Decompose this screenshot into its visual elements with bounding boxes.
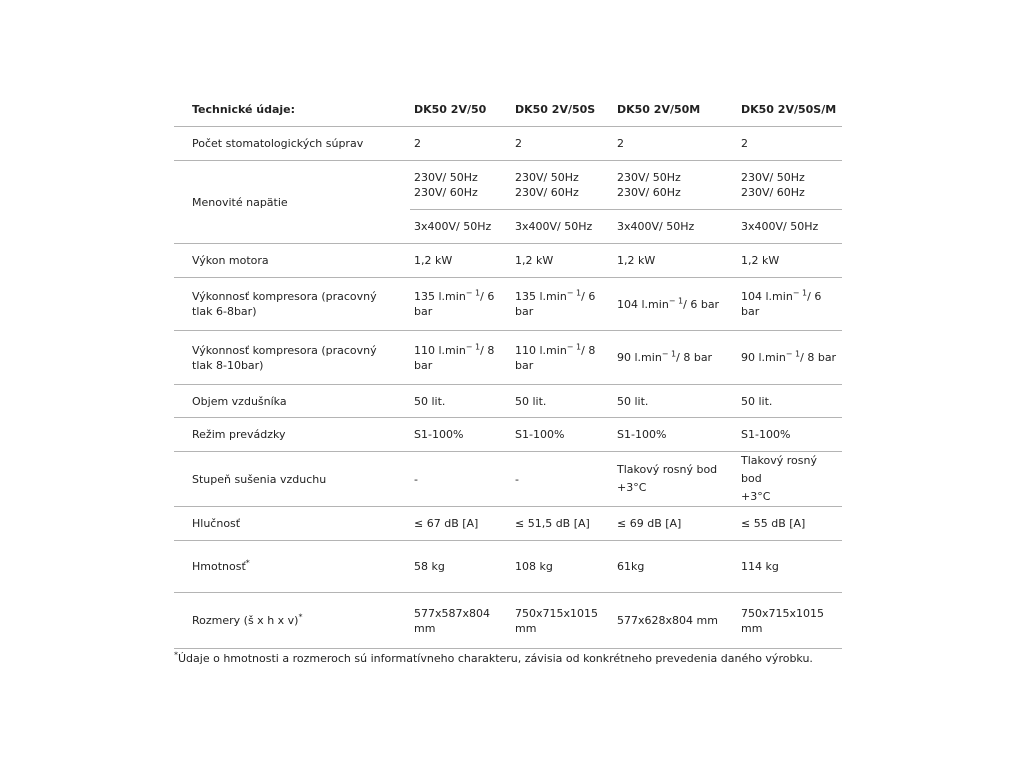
- row-label: Výkonnosť kompresora (pracovný tlak 6-8bar): [174, 278, 410, 331]
- row-label: Hmotnosť*: [174, 541, 410, 593]
- row-label: Režim prevádzky: [174, 418, 410, 452]
- table-cell: 110 $l.\min^{- 1}/$ 8 bar: [511, 331, 613, 385]
- table-cell: S1-100%: [613, 418, 737, 452]
- table-row: [174, 593, 842, 649]
- table-cell: -: [511, 452, 613, 507]
- table-row: [174, 385, 842, 418]
- table-cell: 2: [410, 127, 511, 161]
- row-label: Menovité napätie: [174, 161, 410, 244]
- table-cell: 110 $l.\min^{- 1}/$ 8 bar: [410, 331, 511, 385]
- row-label: Stupeň sušenia vzduchu: [174, 452, 410, 507]
- table-cell: 1,2 kW: [410, 244, 511, 278]
- table-cell: -: [410, 452, 511, 507]
- table-cell: 1,2 kW: [613, 244, 737, 278]
- table-cell: 1,2 kW: [511, 244, 613, 278]
- row-label: Hlučnosť: [174, 507, 410, 541]
- table-cell: S1-100%: [410, 418, 511, 452]
- table-cell: 104 $l.\min^{- 1}/$ 6 bar: [737, 278, 842, 331]
- table-cell: 61kg: [613, 541, 737, 593]
- row-label: Počet stomatologických súprav: [174, 127, 410, 161]
- table-row: [174, 244, 842, 278]
- table-cell: 50 lit.: [737, 385, 842, 418]
- table-cell: 230V/ 50Hz 230V/ 60Hz: [511, 161, 613, 210]
- table-cell: ≤ 51,5 dB [A]: [511, 507, 613, 541]
- table-cell: 58 kg: [410, 541, 511, 593]
- row-label: Výkonnosť kompresora (pracovný tlak 8-10bar): [174, 331, 410, 385]
- table-cell: 230V/ 50Hz 230V/ 60Hz: [613, 161, 737, 210]
- table-cell: 750x715x1015 mm: [511, 593, 613, 649]
- table-cell: 230V/ 50Hz 230V/ 60Hz: [410, 161, 511, 210]
- spec-table: [174, 92, 842, 649]
- table-cell: 90 $l.\min^{- 1}/$ 8 bar: [613, 331, 737, 385]
- row-label: Objem vzdušníka: [174, 385, 410, 418]
- table-cell: S1-100%: [737, 418, 842, 452]
- table-cell: 50 lit.: [410, 385, 511, 418]
- table-cell: 230V/ 50Hz 230V/ 60Hz: [737, 161, 842, 210]
- table-cell: 1,2 kW: [737, 244, 842, 278]
- table-row: [174, 507, 842, 541]
- table-cell: 750x715x1015 mm: [737, 593, 842, 649]
- model-header: DK50 2V/50S/M: [741, 102, 837, 116]
- header-row: [174, 92, 842, 127]
- row-label: Rozmery (š x h x v)*: [174, 593, 410, 649]
- table-cell: 3x400V/ 50Hz: [410, 210, 511, 244]
- header-label: Technické údaje:: [192, 102, 296, 116]
- table-cell: ≤ 55 dB [A]: [737, 507, 842, 541]
- table-cell: Tlakový rosný bod +3°C: [613, 452, 737, 507]
- table-row: [174, 541, 842, 593]
- table-row: [174, 278, 842, 331]
- table-cell: 135 $l.\min^{- 1}/$ 6 bar: [511, 278, 613, 331]
- model-header: DK50 2V/50: [414, 102, 487, 116]
- table-cell: 2: [511, 127, 613, 161]
- table-cell: 577x628x804 mm: [613, 593, 737, 649]
- table-cell: 3x400V/ 50Hz: [613, 210, 737, 244]
- table-row: [174, 161, 842, 210]
- table-cell: 577x587x804 mm: [410, 593, 511, 649]
- table-cell: 50 lit.: [613, 385, 737, 418]
- table-cell: ≤ 69 dB [A]: [613, 507, 737, 541]
- table-cell: 108 kg: [511, 541, 613, 593]
- model-header: DK50 2V/50M: [617, 102, 701, 116]
- table-row: [174, 127, 842, 161]
- table-cell: 3x400V/ 50Hz: [737, 210, 842, 244]
- footnote-text: Údaje o hmotnosti a rozmeroch sú informatívneho charakteru, závisia od konkrétneho prevedenia daného výrobku.: [178, 652, 813, 665]
- table-cell: 104 $l.\min^{- 1}/$ 6 bar: [613, 278, 737, 331]
- table-cell: Tlakový rosný bod +3°C: [737, 452, 842, 507]
- table-cell: 114 kg: [737, 541, 842, 593]
- table-row: [174, 418, 842, 452]
- table-cell: 2: [737, 127, 842, 161]
- table-cell: S1-100%: [511, 418, 613, 452]
- model-header: DK50 2V/50S: [515, 102, 596, 116]
- table-cell: ≤ 67 dB [A]: [410, 507, 511, 541]
- table-cell: 135 $l.\min^{- 1}/$ 6 bar: [410, 278, 511, 331]
- table-cell: 50 lit.: [511, 385, 613, 418]
- footnote: [174, 652, 813, 665]
- table-row: [174, 331, 842, 385]
- row-label: Výkon motora: [174, 244, 410, 278]
- table-row: [174, 452, 842, 507]
- table-cell: 3x400V/ 50Hz: [511, 210, 613, 244]
- table-cell: 90 $l.\min^{- 1}/$ 8 bar: [737, 331, 842, 385]
- footnote-mark: *: [174, 650, 178, 660]
- table-cell: 2: [613, 127, 737, 161]
